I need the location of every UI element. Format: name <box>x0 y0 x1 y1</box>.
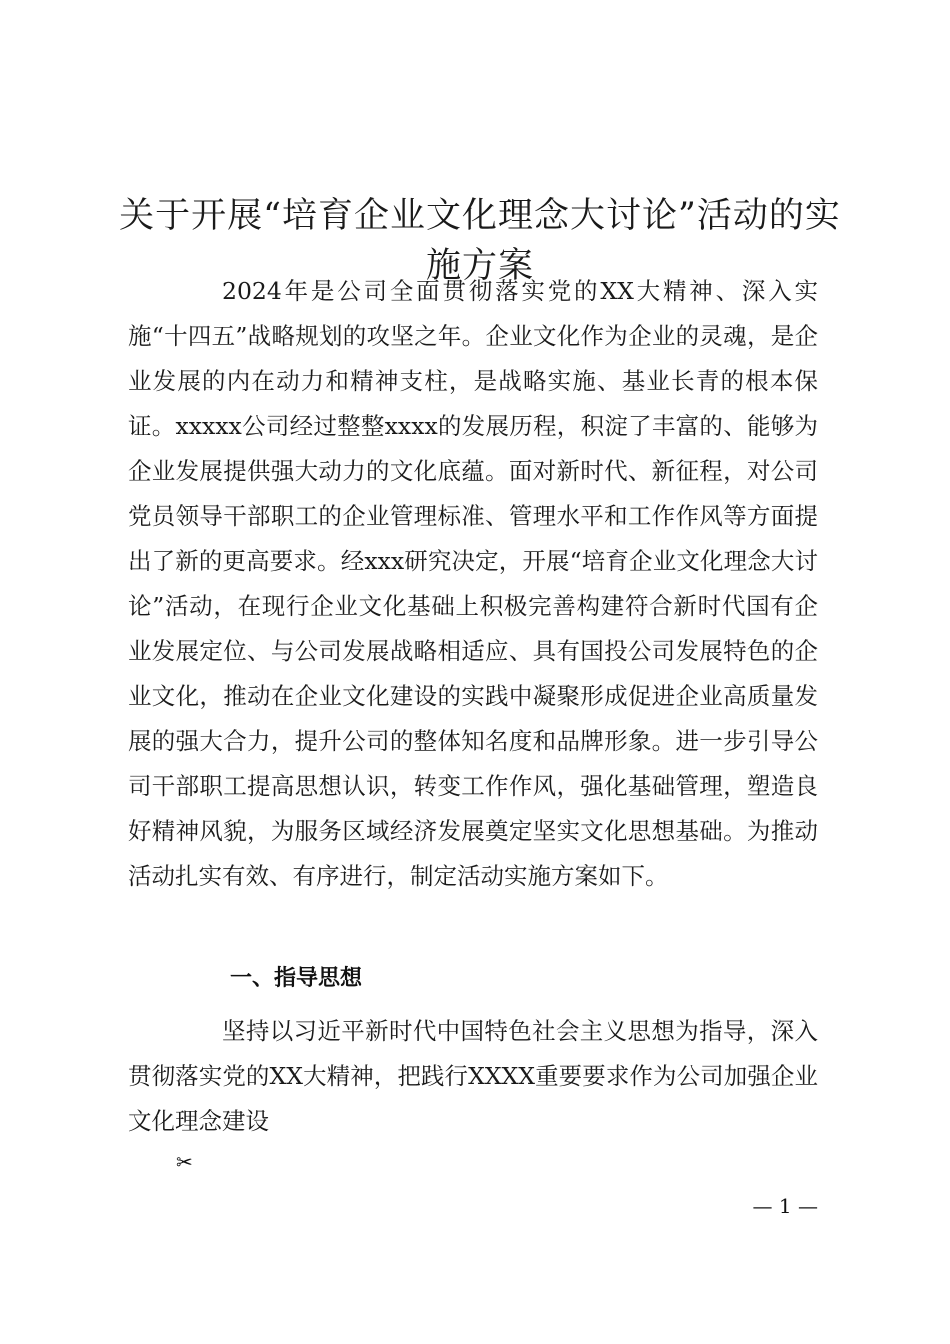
page-number: — 1 — <box>752 1194 818 1218</box>
scissors-icon: ✂ <box>176 1150 193 1174</box>
section-heading-guiding-ideology: 一、指导思想 <box>230 966 363 991</box>
guiding-ideology-paragraph: 坚持以习近平新时代中国特色社会主义思想为指导，深入贯彻落实党的XX大精神，把践行XXXX重要要求作为公司加强企业文化理念建设 <box>128 1017 818 1135</box>
intro-paragraph: 2024年是公司全面贯彻落实党的XX大精神、深入实施“十四五”战略规划的攻坚之年。企业文化作为企业的灵魂，是企业发展的内在动力和精神支柱，是战略实施、基业长青的根本保证。xxxxx公司经过整整xxxx的发展历程，积淀了丰富的、能够为企业发展提供强大动力的文化底蕴。面对新时代、新征程，对公司党员领导干部职工的企业管理标准、管理水平和工作作风等方面提出了新的更高要求。经xxx研究决定，开展“培育企业文化理念大讨论”活动，在现行企业文化基础上积极完善构建符合新时代国有企业发展定位、与公司发展战略相适应、具有国投公司发展特色的企业文化，推动在企业文化建设的实践中凝聚形成促进企业高质量发展的强大合力，提升公司的整体知名度和品牌形象。进一步引导公司干部职工提高思想认识，转变工作作风，强化基础管理，塑造良好精神风貌，为服务区域经济发展奠定坚实文化思想基础。为推动活动扎实有效、有序进行，制定活动实施方案如下。 <box>128 277 818 890</box>
document-title: 关于开展“培育企业文化理念大讨论”活动的实施方案 <box>119 196 841 287</box>
